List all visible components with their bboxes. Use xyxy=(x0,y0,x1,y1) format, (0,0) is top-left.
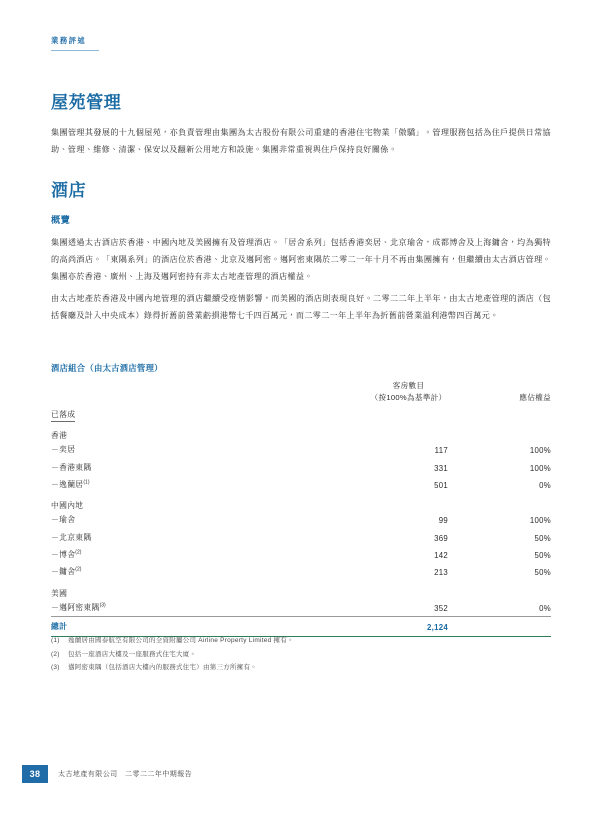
table-title: 酒店組合（由太古酒店管理） xyxy=(51,363,163,373)
table-cell-equity: 100% xyxy=(529,446,551,456)
table-header-label xyxy=(51,380,351,403)
table-cell-footnote-marker: (3) xyxy=(99,602,106,609)
footnote-marker: (3) xyxy=(51,664,60,671)
running-header-rule xyxy=(51,50,99,51)
table-cell-rooms: 142 xyxy=(434,551,448,561)
table-header-rooms xyxy=(351,380,466,403)
footnote-item xyxy=(51,661,551,675)
table-total-label: 總計 xyxy=(51,617,351,637)
table-row xyxy=(51,476,551,493)
table-cell-rooms: 352 xyxy=(351,599,466,617)
table-cell-label: －邁阿密東隅$^{(3)}$ xyxy=(51,599,351,617)
table-cell-equity: 0% xyxy=(539,480,551,490)
table-row xyxy=(51,599,551,617)
table-cell-label: －北京東隅 xyxy=(51,532,92,542)
table-cell-equity: 100% xyxy=(529,463,551,473)
table-body xyxy=(51,403,551,636)
table-cell-label: －香港東隅 xyxy=(51,462,92,472)
table-cell-footnote-marker: (1) xyxy=(83,479,90,486)
table-header-equity: 應佔權益 xyxy=(519,392,551,402)
table-cell-label: －博舍$^{(2)}$ xyxy=(51,549,82,560)
table-group-label: 香港 xyxy=(51,431,68,440)
table-group-label: 中國內地 xyxy=(51,501,84,511)
table-cell-label: －逸蘭居$^{(1)}$ xyxy=(51,479,90,489)
footer-text: 太古地產有限公司 二零二二年中期報告 xyxy=(58,771,193,778)
table-header-row xyxy=(51,380,551,403)
section-heading-hotels: 酒店 xyxy=(51,181,87,200)
table-status-label: 已落成 xyxy=(51,409,75,422)
footnote-text: 逸蘭居由國泰航空有限公司的全資附屬公司 Airline Property Limited 擁有。 xyxy=(68,637,294,644)
table-cell-footnote-marker: (2) xyxy=(75,566,82,573)
paragraph-estate-management: 集團管理其發展的十九個屋苑，亦負責管理由集團為太古股份有限公司重建的香港住宅物業「傲驕」。管理服務包括為住戶提供日常協助、管理、維修、清潔、保安以及翻新公用地方和設施。集團非常重視與住戶保持良好關係。 xyxy=(51,128,551,155)
table-header-rooms-line2: （按100%為基準計） xyxy=(370,392,447,402)
table-row xyxy=(51,529,551,546)
table-cell-label: －鏞舍$^{(2)}$ xyxy=(51,566,82,577)
table-group-row xyxy=(51,581,551,599)
table-cell-equity: 50% xyxy=(534,551,551,561)
table-cell-rooms: 213 xyxy=(434,568,448,578)
table-cell-footnote-marker: (2) xyxy=(75,549,82,556)
table-row xyxy=(51,511,551,528)
table-group-label: 美國 xyxy=(51,588,68,598)
table-row xyxy=(51,563,551,580)
table-cell-label: －奕居 xyxy=(51,445,76,455)
table-row xyxy=(51,546,551,563)
running-header xyxy=(51,35,86,46)
page-number-badge: 38 xyxy=(22,765,48,783)
table-cell-rooms: 117 xyxy=(434,446,448,456)
footnote-text: 包括一座酒店大樓及一座服務式住宅大廈。 xyxy=(68,650,197,658)
section-heading-estate-management: 屋苑管理 xyxy=(51,93,122,112)
table-cell-equity: 0% xyxy=(466,599,551,617)
paragraph-hotels-2: 由太古地產於香港及中國內地管理的酒店繼續受疫情影響，而美國的酒店則表現良好。二零二二年上半年，由太古地產管理的酒店（包括餐廳及計入中央成本）錄得折舊前營業虧損港幣七千四百萬元，而二零二一年上半年為折舊前營業溢利港幣四百萬元。 xyxy=(51,294,551,321)
footnote-item xyxy=(51,634,551,648)
table-row xyxy=(51,441,551,458)
table-group-row xyxy=(51,423,551,441)
table-cell-equity: 50% xyxy=(534,533,551,543)
table-cell-rooms: 501 xyxy=(434,480,448,490)
paragraph-hotels-1: 集團透過太古酒店於香港、中國內地及美國擁有及管理酒店。「居舍系列」包括香港奕居、北京瑜舍，成都博舍及上海鏞舍，均為獨特的高尚酒店。「東隅系列」的酒店位於香港、北京及邁阿密。邁阿密東隅於二零二一年十月不再由集團擁有，但繼續由太古酒店管理。集團亦於香港、廣州、上海及邁阿密持有非太古地產管理的酒店權益。 xyxy=(51,238,551,282)
subheading-overview: 概覽 xyxy=(51,215,71,225)
table-cell-rooms: 369 xyxy=(434,533,448,543)
table-total-rooms: 2,124 xyxy=(351,617,466,637)
table-cell-rooms: 331 xyxy=(434,463,448,473)
table-status-row xyxy=(51,403,551,423)
table-header-rooms-line1: 客房數目 xyxy=(392,381,425,390)
footnote-item xyxy=(51,648,551,662)
hotel-portfolio-table xyxy=(51,380,551,637)
running-header-label: 業務評述 xyxy=(51,36,87,45)
table-cell-rooms: 99 xyxy=(438,516,448,526)
footnote-marker: (2) xyxy=(51,650,60,658)
table-row xyxy=(51,458,551,475)
table-cell-label: －瑜舍 xyxy=(51,515,76,525)
table-group-row xyxy=(51,493,551,511)
footnote-marker: (1) xyxy=(51,637,60,644)
footnote-text: 邁阿密東隅（包括酒店大樓內的服務式住宅）由第三方所擁有。 xyxy=(68,664,257,671)
footnote-list xyxy=(51,634,551,675)
table-cell-equity: 100% xyxy=(529,516,551,526)
table-cell-equity: 50% xyxy=(534,568,551,578)
